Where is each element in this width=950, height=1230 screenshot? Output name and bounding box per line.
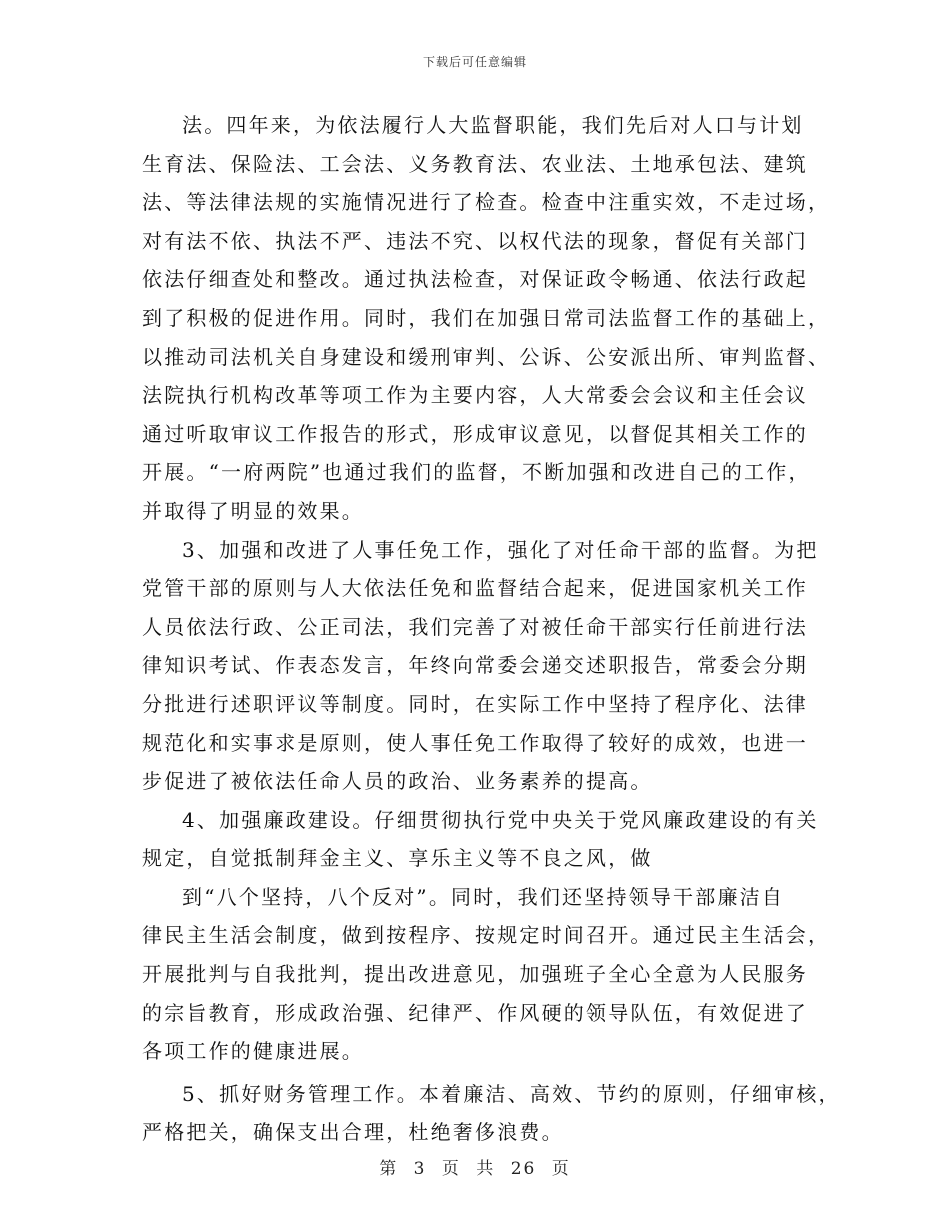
text-line: 以推动司法机关自身建设和缓刑审判、公诉、公安派出所、审判监督、 xyxy=(142,344,831,369)
text-line: 律民主生活会制度，做到按程序、按规定时间召开。通过民主生活会， xyxy=(142,923,831,948)
text-line: 规范化和实事求是原则，使人事任免工作取得了较好的成效，也进一 xyxy=(142,730,808,755)
text-line: 的宗旨教育，形成政治强、纪律严、作风硬的领导队伍，有效促进了 xyxy=(142,1000,808,1025)
page-label-prefix: 第 xyxy=(379,1159,399,1179)
total-page-count: 26 xyxy=(510,1159,537,1179)
text-line: 党管干部的原则与人大依法任免和监督结合起来，促进国家机关工作 xyxy=(142,576,808,601)
text-line: 步促进了被依法任命人员的政治、业务素养的提高。 xyxy=(142,769,653,794)
text-line: 对有法不依、执法不严、违法不究、以权代法的现象，督促有关部门 xyxy=(142,228,808,253)
text-line: 分批进行述职评议等制度。同时，在实际工作中坚持了程序化、法律 xyxy=(142,691,808,716)
text-line: 规定，自觉抵制拜金主义、享乐主义等不良之风，做 xyxy=(142,846,653,871)
text-line: 开展。“一府两院”也通过我们的监督，不断加强和改进自己的工作， xyxy=(142,460,811,485)
paragraph xyxy=(142,1075,842,1152)
text-line: 到“八个坚持，八个反对”。同时，我们还坚持领导干部廉洁自 xyxy=(182,884,785,909)
text-line: 通过听取审议工作报告的形式，形成审议意见，以督促其相关工作的 xyxy=(142,421,808,446)
paragraph xyxy=(142,531,842,801)
paragraph xyxy=(142,106,842,531)
document-body xyxy=(142,106,842,1152)
page-label-suffix: 页 xyxy=(551,1159,571,1179)
page-label-total-prefix: 共 xyxy=(476,1159,496,1179)
text-line: 法、等法律法规的实施情况进行了检查。检查中注重实效，不走过场， xyxy=(142,190,831,215)
text-line: 3、加强和改进了人事任免工作，强化了对任命干部的监督。为把 xyxy=(182,537,819,562)
text-line: 并取得了明显的效果。 xyxy=(142,498,364,523)
text-line: 4、加强廉政建设。仔细贯彻执行党中央关于党风廉政建设的有关 xyxy=(182,807,819,832)
page-header: 下载后可任意编辑 xyxy=(422,55,527,69)
text-line: 严格把关，确保支出合理，杜绝奢侈浪费。 xyxy=(142,1120,564,1145)
text-line: 开展批判与自我批判，提出改进意见，加强班子全心全意为人民服务 xyxy=(142,962,808,987)
paragraph xyxy=(142,878,842,1071)
page-label-mid: 页 xyxy=(441,1159,461,1179)
text-line: 律知识考试、作表态发言，年终向常委会递交述职报告，常委会分期 xyxy=(142,653,808,678)
current-page-number: 3 xyxy=(413,1159,427,1179)
text-line: 各项工作的健康进展。 xyxy=(142,1039,364,1064)
page-footer xyxy=(0,1154,950,1179)
text-line: 人员依法行政、公正司法，我们完善了对被任命干部实行任前进行法 xyxy=(142,614,808,639)
paragraph xyxy=(142,801,842,878)
text-line: 5、抓好财务管理工作。本着廉洁、高效、节约的原则，仔细审核， xyxy=(182,1081,841,1106)
text-line: 生育法、保险法、工会法、义务教育法、农业法、土地承包法、建筑 xyxy=(142,151,808,176)
text-line: 法。四年来，为依法履行人大监督职能，我们先后对人口与计划 xyxy=(182,113,804,137)
text-line: 到了积极的促进作用。同时，我们在加强日常司法监督工作的基础上， xyxy=(142,305,831,330)
text-line: 依法仔细查处和整改。通过执法检查，对保证政令畅通、依法行政起 xyxy=(142,267,808,292)
text-line: 法院执行机构改革等项工作为主要内容，人大常委会会议和主任会议 xyxy=(142,383,808,408)
